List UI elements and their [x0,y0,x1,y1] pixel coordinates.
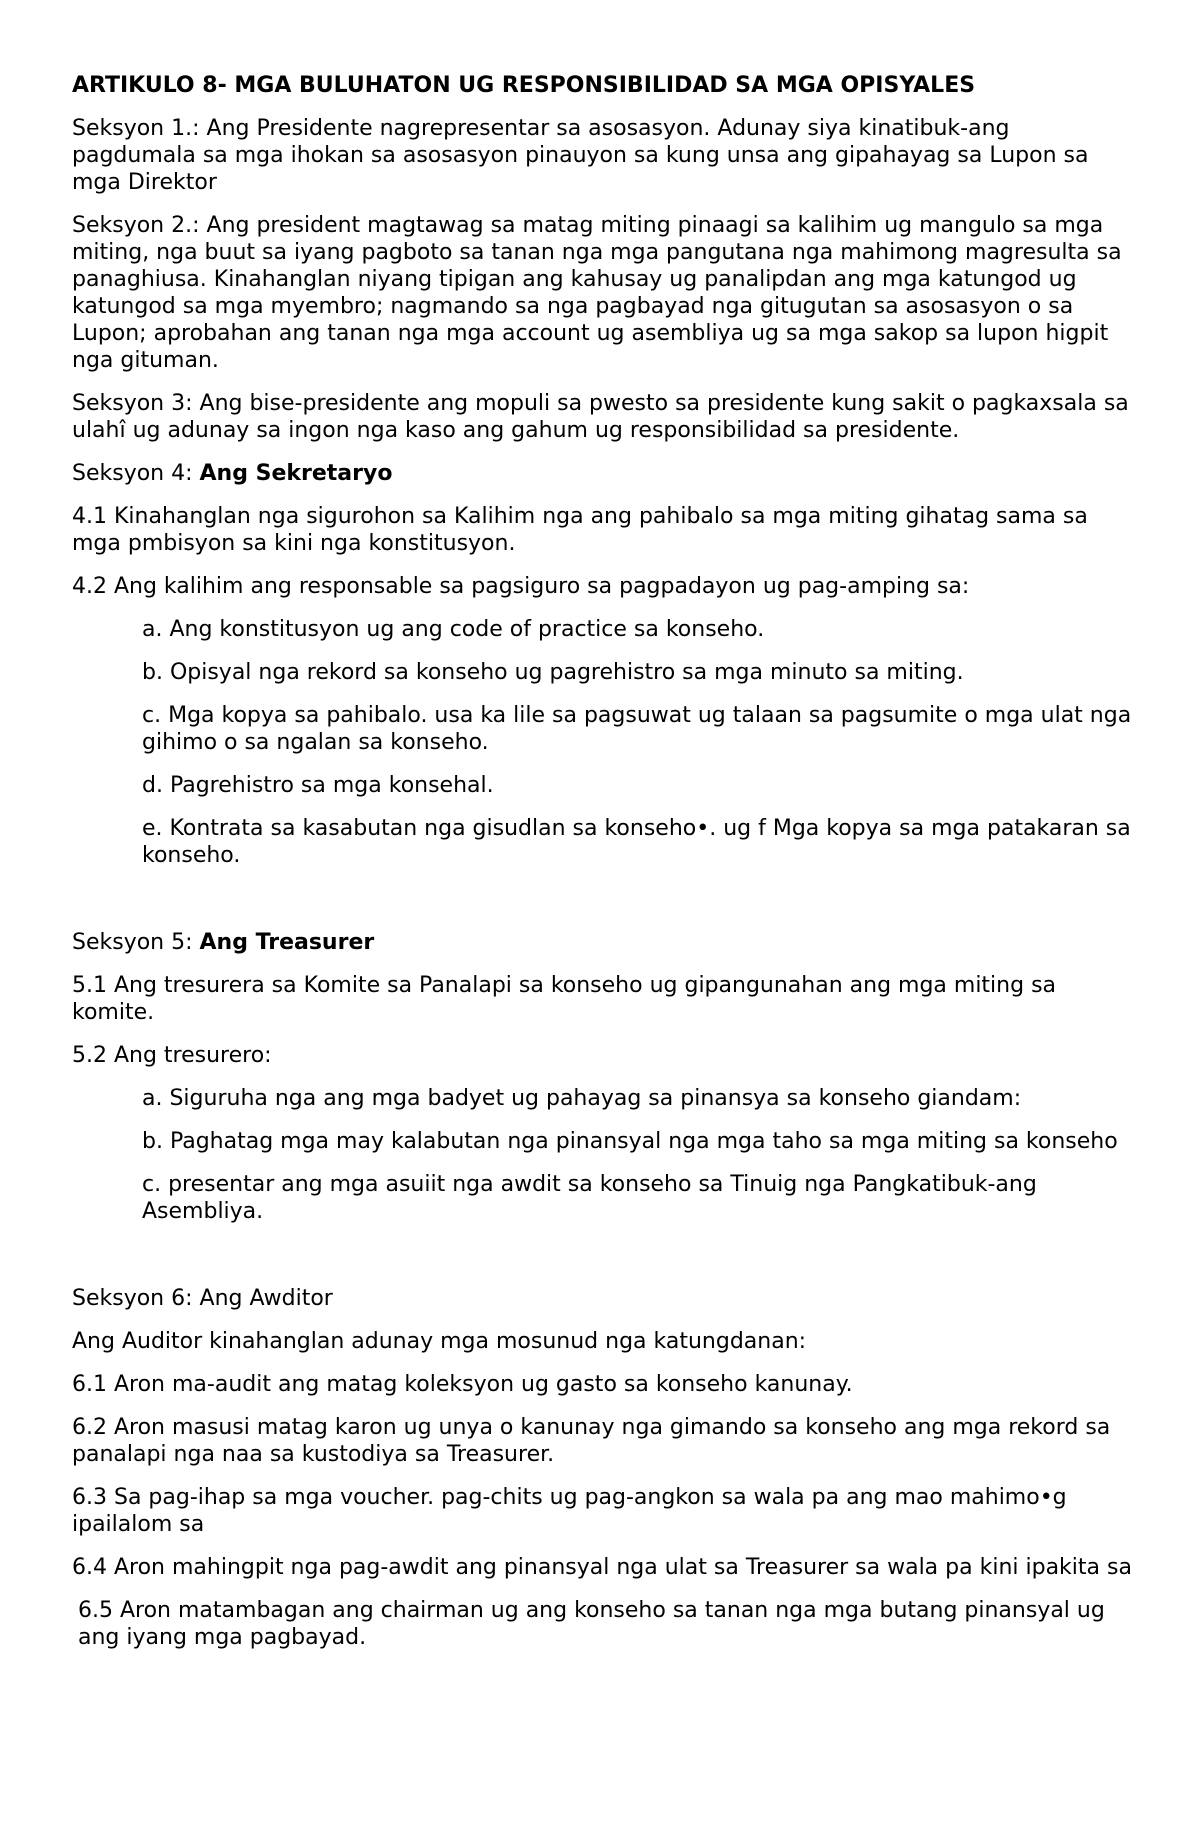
section-5-heading [72,929,1132,956]
paragraph-6-4: 6.4 Aron mahingpit nga pag-awdit ang pinansyal nga ulat sa Treasurer sa wala pa kini ipakita sa [72,1555,1132,1580]
list-item-5a: a. Siguruha nga ang mga badyet ug pahayag sa pinansya sa konseho giandam: [142,1086,1022,1111]
document-page [72,72,1132,1667]
section-3-paragraph: Seksyon 3: Ang bise-presidente ang mopuli sa pwesto sa presidente kung sakit o pagkaxsala sa ulahî ug adunay sa ingon nga kaso ang gahum ug responsibilidad sa presidente. [72,391,1129,443]
list-item-5c: c. presentar ang mga asuiit nga awdit sa konseho sa Tinuig nga Pangkatibuk-ang Asembliya. [142,1172,1037,1224]
list-item-4d: d. Pagrehistro sa mga konsehal. [142,773,494,798]
section-1-paragraph: Seksyon 1.: Ang Presidente nagrepresentar sa asosasyon. Adunay siya kinatibuk-ang pagdumala sa mga ihokan sa asosasyon pinauyon sa kung unsa ang gipahayag sa Lupon sa mga Direktor [72,116,1089,195]
section-5-title: Ang Treasurer [199,930,375,955]
section-6-intro: Ang Auditor kinahanglan adunay mga mosunud nga katungdanan: [72,1329,807,1354]
section-6-heading: Seksyon 6: Ang Awditor [72,1286,333,1311]
list-item-4a: a. Ang konstitusyon ug ang code of practice sa konseho. [142,617,765,642]
spacer [72,1241,1132,1285]
paragraph-6-1: 6.1 Aron ma-audit ang matag koleksyon ug gasto sa konseho kanunay. [72,1372,853,1397]
paragraph-6-3: 6.3 Sa pag-ihap sa mga voucher. pag-chits ug pag-angkon sa wala pa ang mao mahimo•g ipailalom sa [72,1485,1067,1537]
article-title: ARTIKULO 8- MGA BULUHATON UG RESPONSIBILIDAD SA MGA OPISYALES [72,73,976,98]
paragraph-6-2: 6.2 Aron masusi matag karon ug unya o kanunay nga gimando sa konseho ang mga rekord sa panalapi nga naa sa kustodiya sa Treasurer. [72,1415,1111,1467]
paragraph-4-1: 4.1 Kinahanglan nga sigurohon sa Kalihim nga ang pahibalo sa mga miting gihatag sama sa mga pmbisyon sa kini nga konstitusyon. [72,504,1088,556]
section-2-paragraph: Seksyon 2.: Ang president magtawag sa matag miting pinaagi sa kalihim ug mangulo sa mga miting, nga buut sa iyang pagboto sa tanan nga mga pangutana nga mahimong magresulta sa panaghiusa. Kinahanglan niyang tipigan ang kahusay ug panalipdan ang mga katungod ug katungod sa mga myembro; nagmando sa nga pagbayad nga gitugutan sa asosasyon o sa Lupon; aprobahan ang tanan nga mga account ug asembliya ug sa mga sakop sa lupon higpit nga gituman. [72,213,1122,373]
list-item-4c: c. Mga kopya sa pahibalo. usa ka lile sa pagsuwat ug talaan sa pagsumite o mga ulat nga gihimo o sa ngalan sa konseho. [142,703,1132,755]
paragraph-5-1: 5.1 Ang tresurera sa Komite sa Panalapi sa konseho ug gipangunahan ang mga miting sa komite. [72,973,1057,1025]
paragraph-4-2: 4.2 Ang kalihim ang responsable sa pagsiguro sa pagpadayon ug pag-amping sa: [72,574,970,599]
section-4-prefix: Seksyon 4: [72,461,200,486]
paragraph-6-5: 6.5 Aron matambagan ang chairman ug ang konseho sa tanan nga mga butang pinansyal ug ang iyang mga pagbayad. [78,1598,1105,1650]
section-4-heading [72,460,1132,487]
paragraph-5-2: 5.2 Ang tresurero: [72,1043,272,1068]
spacer [72,885,1132,929]
list-item-5b: b. Paghatag mga may kalabutan nga pinansyal nga mga taho sa mga miting sa konseho [142,1129,1118,1154]
list-item-4b: b. Opisyal nga rekord sa konseho ug pagrehistro sa mga minuto sa miting. [142,660,964,685]
section-4-title: Ang Sekretaryo [199,461,393,486]
list-item-4e: e. Kontrata sa kasabutan nga gisudlan sa konseho•. ug f Mga kopya sa mga patakaran sa konseho. [142,816,1131,868]
section-5-prefix: Seksyon 5: [72,930,200,955]
